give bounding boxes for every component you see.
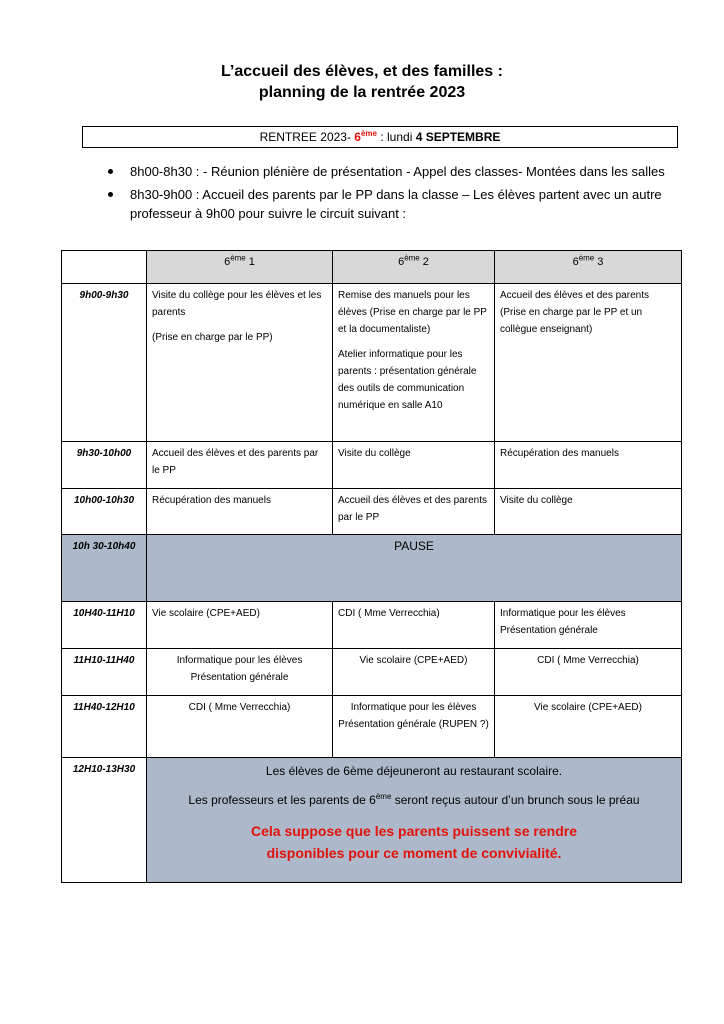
table-row bbox=[62, 649, 682, 696]
table-row bbox=[62, 442, 682, 489]
banner-date: 4 SEPTEMBRE bbox=[415, 130, 501, 144]
list-item: 8h00-8h30 : - Réunion plénière de présentation - Appel des classes- Montées dans les salles bbox=[108, 162, 668, 181]
time-cell: 9h00-9h30 bbox=[62, 284, 147, 442]
empty-header-cell bbox=[62, 251, 147, 284]
time-cell: 11H10-11H40 bbox=[62, 649, 147, 696]
table-row bbox=[62, 602, 682, 649]
table-cell: Informatique pour les élèves Présentation générale bbox=[147, 649, 333, 696]
banner-level: 6ème bbox=[354, 129, 377, 144]
time-cell: 10h00-10h30 bbox=[62, 489, 147, 535]
table-cell: Vie scolaire (CPE+AED) bbox=[495, 696, 682, 758]
table-cell: CDI ( Mme Verrecchia) bbox=[333, 602, 495, 649]
time-cell: 9h30-10h00 bbox=[62, 442, 147, 489]
table-cell: Accueil des élèves et des parents par le PP bbox=[333, 489, 495, 535]
table-cell: Vie scolaire (CPE+AED) bbox=[333, 649, 495, 696]
bullet-icon bbox=[108, 192, 113, 197]
bullet-icon bbox=[108, 169, 113, 174]
table-cell: CDI ( Mme Verrecchia) bbox=[495, 649, 682, 696]
table-row bbox=[62, 489, 682, 535]
table-cell: Récupération des manuels bbox=[147, 489, 333, 535]
date-banner bbox=[82, 126, 678, 148]
table-cell: Vie scolaire (CPE+AED) bbox=[147, 602, 333, 649]
column-header: 6ème 1 bbox=[147, 251, 333, 284]
table-cell: Informatique pour les élèves Présentation générale (RUPEN ?) bbox=[333, 696, 495, 758]
pause-cell: PAUSE bbox=[147, 535, 682, 602]
table-cell: CDI ( Mme Verrecchia) bbox=[147, 696, 333, 758]
time-cell: 10H40-11H10 bbox=[62, 602, 147, 649]
table-row bbox=[62, 696, 682, 758]
time-cell: 11H40-12H10 bbox=[62, 696, 147, 758]
column-header: 6ème 3 bbox=[495, 251, 682, 284]
table-cell: Accueil des élèves et des parents par le PP bbox=[147, 442, 333, 489]
table-cell: Visite du collège pour les élèves et les parents (Prise en charge par le PP) bbox=[147, 284, 333, 442]
table-row bbox=[62, 284, 682, 442]
table-cell: Informatique pour les élèves Présentation générale bbox=[495, 602, 682, 649]
list-item: 8h30-9h00 : Accueil des parents par le PP dans la classe – Les élèves partent avec un autre professeur à 9h00 pour suivre le circuit suivant : bbox=[108, 185, 668, 223]
lunch-cell bbox=[147, 758, 682, 883]
column-header: 6ème 2 bbox=[333, 251, 495, 284]
table-header-row bbox=[62, 251, 682, 284]
time-cell: 12H10-13H30 bbox=[62, 758, 147, 883]
page-subtitle: planning de la rentrée 2023 bbox=[258, 84, 466, 101]
page-title: L’accueil des élèves, et des familles : bbox=[221, 63, 503, 80]
schedule-table bbox=[61, 250, 682, 883]
table-cell: Remise des manuels pour les élèves (Prise en charge par le PP et la documentaliste) Atelier informatique pour les parents : présentation générale des outils de communication numérique en salle A10 bbox=[333, 284, 495, 442]
table-cell: Accueil des élèves et des parents (Prise en charge par le PP et un collègue enseignant) bbox=[495, 284, 682, 442]
intro-list bbox=[108, 162, 668, 227]
table-cell: Visite du collège bbox=[333, 442, 495, 489]
time-cell: 10h 30-10h40 bbox=[62, 535, 147, 602]
lunch-line-1: Les élèves de 6ème déjeuneront au restaurant scolaire. bbox=[265, 764, 563, 778]
pause-row bbox=[62, 535, 682, 602]
lunch-note: Cela suppose que les parents puissent se rendre disponibles pour ce moment de convivialité. bbox=[251, 823, 577, 861]
banner-prefix: RENTREE 2023- bbox=[259, 130, 355, 144]
banner-middle: : lundi bbox=[377, 130, 416, 144]
lunch-row bbox=[62, 758, 682, 883]
table-cell: Récupération des manuels bbox=[495, 442, 682, 489]
lunch-line-2: Les professeurs et les parents de 6ème seront reçus autour d’un brunch sous le préau bbox=[188, 792, 640, 807]
table-cell: Visite du collège bbox=[495, 489, 682, 535]
